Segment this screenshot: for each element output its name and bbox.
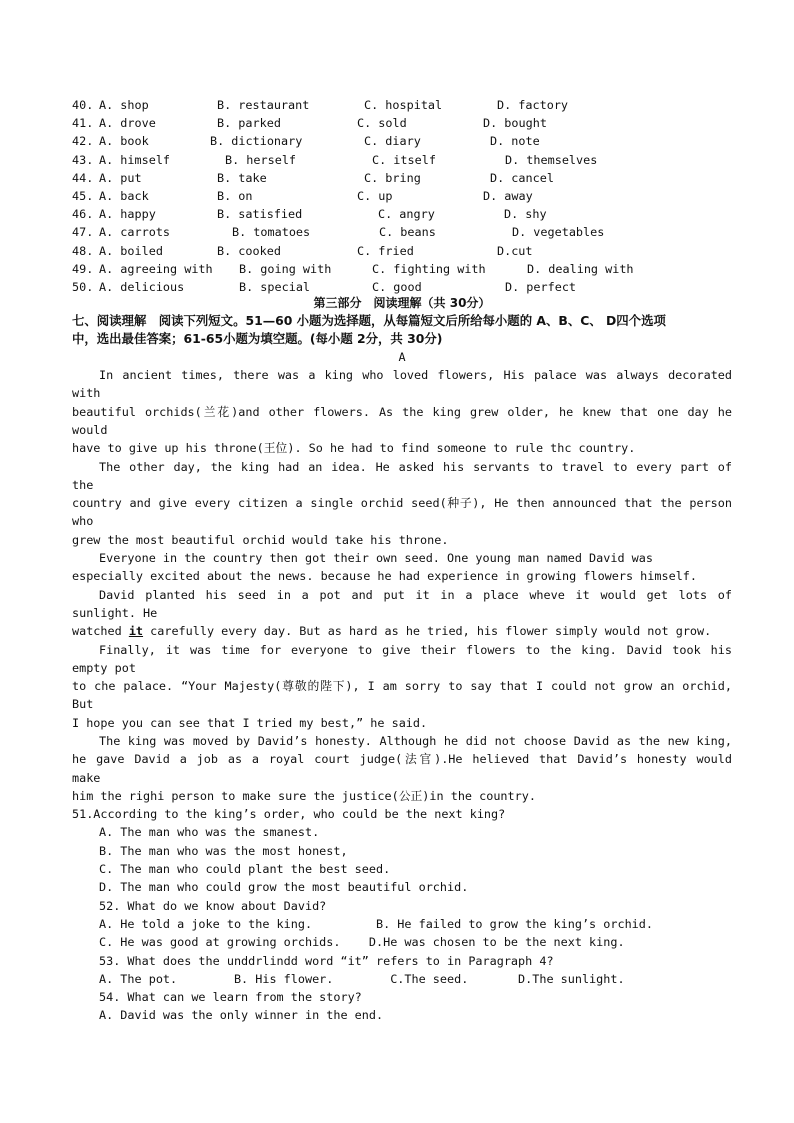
option-c: C. fighting with <box>372 261 486 276</box>
option-b: B. herself <box>225 152 297 167</box>
question-line: B. The man who was the most honest, <box>99 843 348 858</box>
option-d: D. vegetables <box>512 225 605 240</box>
question-number: 43. <box>72 152 94 167</box>
passage-line: who <box>72 514 94 529</box>
question-line: A. He told a joke to the king. B. He failed to grow the king’s orchid. <box>99 916 653 931</box>
passage-line: Finally, it was time for everyone to give their flowers to the king. David took his <box>99 642 732 657</box>
option-a: A. happy <box>99 207 156 222</box>
passage-line <box>72 622 732 640</box>
option-b: B. cooked <box>217 243 281 258</box>
option-d: D. away <box>483 189 533 204</box>
option-b: B. dictionary <box>210 134 303 149</box>
passage-line: have to give up his throne(王位). So he had to find someone to rule thc country. <box>72 441 636 456</box>
passage-line: David planted his seed in a pot and put it in a place wheve it would get lots of <box>99 587 732 602</box>
option-row <box>72 132 732 150</box>
question-line: C. He was good at growing orchids. D.He was chosen to be the next king. <box>99 935 625 950</box>
question-line: C. The man who could plant the best seed. <box>99 862 391 877</box>
instruction-line: 七、阅读理解 阅读下列短文。51—60 小题为选择题，从每篇短文后所给每小题的 A、B、C、 D四个选项 <box>72 313 666 329</box>
option-c: C. hospital <box>364 98 443 113</box>
question-number: 48. <box>72 243 94 258</box>
option-c: C. diary <box>364 134 421 149</box>
option-a: A. agreeing with <box>99 261 213 276</box>
option-row <box>72 223 732 241</box>
option-d: D. dealing with <box>527 261 634 276</box>
question-line: 54. What can we learn from the story? <box>99 990 362 1005</box>
question-line: D. The man who could grow the most beautiful orchid. <box>99 880 469 895</box>
option-a: A. put <box>99 170 142 185</box>
passage-line: sunlight. He <box>72 605 158 620</box>
option-b: B. take <box>217 170 267 185</box>
question-number: 41. <box>72 116 94 131</box>
option-d: D. shy <box>504 207 547 222</box>
passage-line: But <box>72 697 94 712</box>
option-a: A. drove <box>99 116 156 131</box>
option-c: C. beans <box>379 225 436 240</box>
option-b: B. tomatoes <box>232 225 311 240</box>
option-row <box>72 205 732 223</box>
passage-line: Everyone in the country then got their own seed. One young man named David was <box>99 551 653 566</box>
passage-line: The other day, the king had an idea. He asked his servants to travel to every part of <box>99 459 732 474</box>
passage-line: grew the most beautiful orchid would take his throne. <box>72 532 449 547</box>
passage-label: A <box>398 350 406 365</box>
instructions <box>72 312 732 348</box>
option-d: D. cancel <box>490 170 554 185</box>
option-a: A. carrots <box>99 225 171 240</box>
option-row <box>72 169 732 187</box>
question-number: 42. <box>72 134 94 149</box>
option-a: A. boiled <box>99 243 163 258</box>
option-d: D. bought <box>483 116 547 131</box>
option-c: C. itself <box>372 152 436 167</box>
passage-line: In ancient times, there was a king who loved flowers, His palace was always decorated <box>99 368 732 383</box>
option-b: B. on <box>217 189 253 204</box>
passage-line: him the righi person to make sure the justice(公正)in the country. <box>72 788 536 803</box>
option-d: D. themselves <box>505 152 598 167</box>
question-line: 51.According to the king’s order, who could be the next king? <box>72 807 506 822</box>
option-row <box>72 96 732 114</box>
option-a: A. delicious <box>99 279 185 294</box>
option-a: A. himself <box>99 152 171 167</box>
question-number: 50. <box>72 279 94 294</box>
option-c: C. angry <box>378 207 435 222</box>
passage-line: especially excited about the news. because he had experience in growing flowers himself. <box>72 569 698 584</box>
option-b: B. going with <box>239 261 332 276</box>
passage-line: empty pot <box>72 660 136 675</box>
option-b: B. special <box>239 279 311 294</box>
section-title: 第三部分 阅读理解（共 30分） <box>313 296 491 311</box>
passage-line: would <box>72 422 108 437</box>
questions-list <box>72 805 732 1025</box>
option-a: A. book <box>99 134 149 149</box>
question-line: 52. What do we know about David? <box>99 898 327 913</box>
option-a: A. shop <box>99 98 149 113</box>
option-d: D. perfect <box>505 279 577 294</box>
passage-line: the <box>72 477 94 492</box>
question-number: 49. <box>72 261 94 276</box>
question-number: 44. <box>72 170 94 185</box>
option-c: C. up <box>357 189 393 204</box>
option-c: C. good <box>372 279 422 294</box>
passage-line: I hope you can see that I tried my best,” he said. <box>72 715 428 730</box>
option-a: A. back <box>99 189 149 204</box>
option-c: C. fried <box>357 243 414 258</box>
text-before: watched <box>72 624 129 639</box>
instruction-line: 中，选出最佳答案；61-65小题为填空题。(每小题 2分，共 30分) <box>72 331 443 347</box>
option-b: B. satisfied <box>217 207 303 222</box>
option-row <box>72 260 732 278</box>
passage-line: country and give every citizen a single orchid seed(种子), He then announced that the person <box>72 496 732 511</box>
passage-line: to che palace. “Your Majesty(尊敬的陛下), I am sorry to say that I could not grow an orchid, <box>72 679 732 694</box>
option-c: C. sold <box>357 116 407 131</box>
option-c: C. bring <box>364 170 421 185</box>
option-b: B. restaurant <box>217 98 310 113</box>
option-row <box>72 114 732 132</box>
passage-line: The king was moved by David’s honesty. Although he did not choose David as the new king, <box>99 734 732 748</box>
question-number: 45. <box>72 189 94 204</box>
option-row <box>72 151 732 169</box>
passage <box>72 366 732 805</box>
option-b: B. parked <box>217 116 281 131</box>
question-number: 47. <box>72 225 94 240</box>
option-d: D. factory <box>497 98 569 113</box>
option-d: D.cut <box>497 243 533 258</box>
option-row <box>72 242 732 260</box>
question-line: 53. What does the unddrlindd word “it” refers to in Paragraph 4? <box>99 953 554 968</box>
passage-line: he gave David a job as a royal court judge(法官).He helieved that David’s honesty would <box>72 752 732 767</box>
question-line: A. The pot. B. His flower. C.The seed. D.The sunlight. <box>99 971 625 986</box>
options-list <box>72 96 732 296</box>
question-number: 46. <box>72 207 94 222</box>
passage-line: make <box>72 770 101 785</box>
underlined-word: it <box>128 624 144 639</box>
option-row <box>72 187 732 205</box>
passage-line: with <box>72 386 101 401</box>
question-number: 40. <box>72 98 94 113</box>
question-line: A. The man who was the smanest. <box>99 825 320 840</box>
question-line: A. David was the only winner in the end. <box>99 1008 384 1023</box>
passage-line: beautiful orchids(兰花)and other flowers. As the king grew older, he knew that one day he <box>72 404 732 419</box>
option-d: D. note <box>490 134 540 149</box>
text-after: carefully every day. But as hard as he tried, his flower simply would not grow. <box>143 624 712 639</box>
exam-page <box>72 96 732 1025</box>
